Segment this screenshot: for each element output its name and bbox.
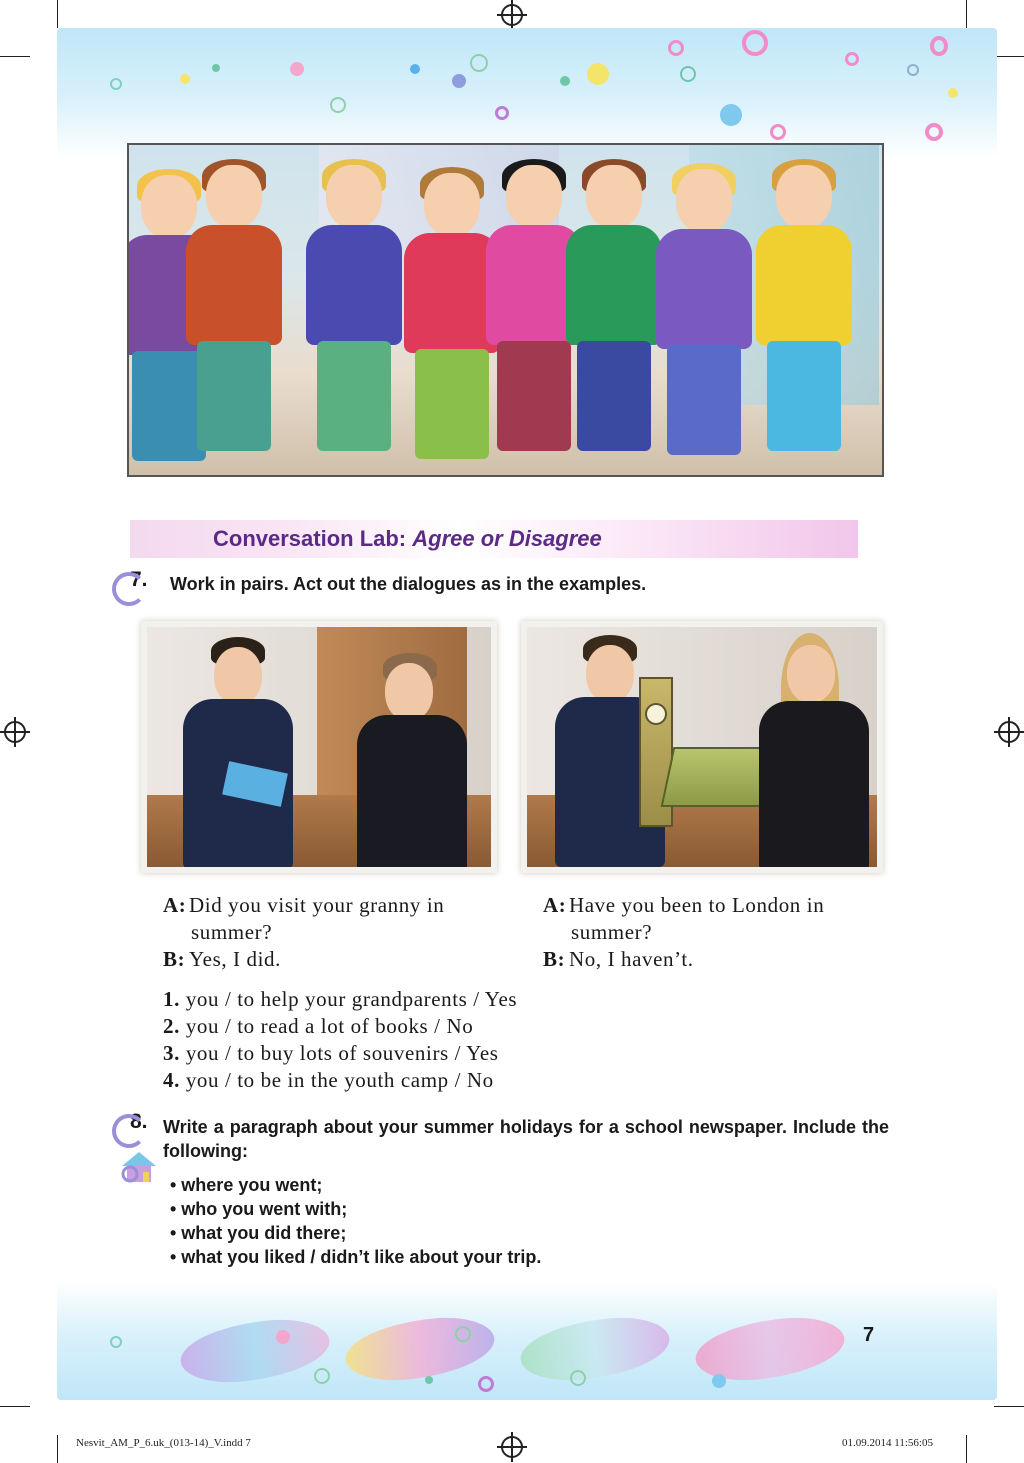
child-figure [649,169,759,477]
section-title-plain: Conversation Lab: [213,526,413,551]
registration-mark-icon [501,4,523,26]
dialogue-left [163,892,513,973]
list-item: • what you liked / didn’t like about your trip. [170,1247,542,1267]
crop-mark [57,0,58,28]
registration-mark-icon [998,721,1020,743]
crop-mark [994,56,1024,57]
decor-dot [425,1376,433,1384]
exercise-8-bullets [170,1173,541,1269]
speaker-a-label: A: [163,893,187,917]
decor-dot [587,63,609,85]
registration-mark-icon [501,1436,523,1458]
crop-mark [0,56,30,57]
list-item: 3. you / to buy lots of souvenirs / Yes [163,1041,499,1065]
list-item: • who you went with; [170,1199,348,1219]
crop-mark [0,1406,30,1407]
decor-dot [455,1326,471,1342]
exercise-7-instruction: Work in pairs. Act out the dialogues as in the examples. [170,574,647,594]
crop-mark [966,0,967,28]
decor-dot [770,124,786,140]
child-figure [744,165,864,477]
crop-mark [994,1406,1024,1407]
dialogue-line: Yes, I did. [189,947,281,971]
decor-dot [712,1374,726,1388]
decor-dot [570,1370,586,1386]
decor-dot [845,52,859,66]
section-title [213,526,602,552]
decor-dot [478,1376,494,1392]
decor-dot [668,40,684,56]
list-item: 1. you / to help your grandparents / Yes [163,987,518,1011]
dialogue-right [543,892,893,973]
photo-boy-and-girl-with-model [521,621,883,873]
exercise-7-number: 7. [112,568,156,602]
decor-dot [470,54,488,72]
decor-dot [560,76,570,86]
decor-dot [180,74,190,84]
page-number: 7 [863,1324,875,1346]
registration-mark-icon [4,721,26,743]
decor-dot [930,36,948,56]
child-figure [179,165,289,477]
decor-dot [276,1330,290,1344]
decor-dot [110,1336,122,1348]
decor-dot [290,62,304,76]
exercise-8-number: 8. [112,1110,156,1144]
list-item: • what you did there; [170,1223,347,1243]
exercise-8-instruction: Write a paragraph about your summer holidays for a school newspaper. Include the following: [163,1117,889,1161]
decor-dot [212,64,220,72]
crop-mark [966,1435,967,1463]
dialogue-line: summer? [191,920,273,944]
section-title-italic: Agree or Disagree [412,526,602,551]
decor-dot [314,1368,330,1384]
decor-dot [110,78,122,90]
decor-dot [410,64,420,74]
speaker-a-label: A: [543,893,567,917]
list-item: 2. you / to read a lot of books / No [163,1014,474,1038]
list-item: 4. you / to be in the youth camp / No [163,1068,494,1092]
list-item: • where you went; [170,1175,323,1195]
decor-dot [495,106,509,120]
dialogue-line: summer? [571,920,653,944]
file-slug: Nesvit_AM_P_6.uk_(013-14)_V.indd 7 [76,1437,251,1449]
speaker-b-label: B: [543,947,566,971]
dialogue-line: Did you visit your granny in [189,893,445,917]
decor-dot [452,74,466,88]
decor-dot [680,66,696,82]
print-timestamp: 01.09.2014 11:56:05 [842,1437,933,1449]
decor-dot [330,97,346,113]
decor-dot [925,123,943,141]
crop-mark [57,1435,58,1463]
decor-dot [948,88,958,98]
speaker-b-label: B: [163,947,186,971]
exercise-7-prompts [163,986,517,1094]
decor-dot [720,104,742,126]
clock-icon [645,703,667,725]
writing-task-icon [118,1148,160,1184]
dialogue-line: No, I haven’t. [569,947,694,971]
schoolchildren-illustration [127,143,884,477]
dialogue-line: Have you been to London in [569,893,825,917]
top-decorative-band [57,28,997,158]
decor-dot [742,30,768,56]
decor-dot [907,64,919,76]
child-figure [299,165,409,477]
photo-two-boys [141,621,497,873]
